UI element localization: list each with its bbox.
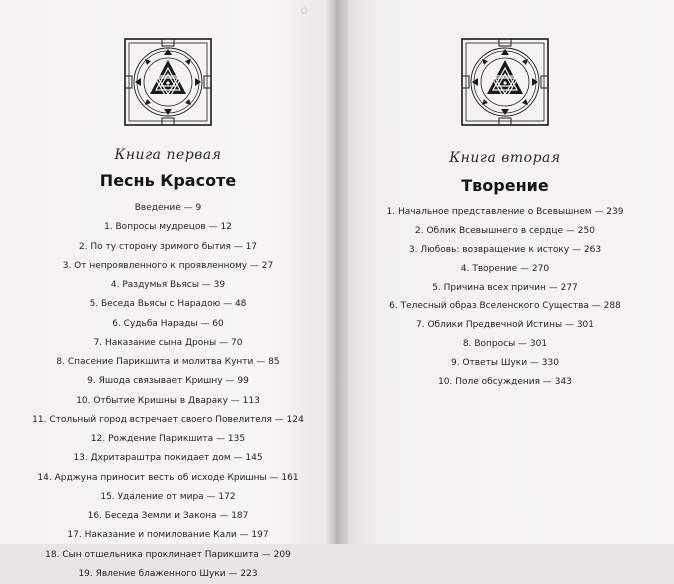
toc-entry: 2. Облик Всевышнего в сердце — 250 — [415, 225, 595, 236]
book-title: Творение — [461, 176, 549, 195]
toc-entry: 6. Судьба Нарады — 60 — [112, 318, 224, 329]
toc-entry: 14. Арджуна приносит весть об исходе Кришны — 161 — [37, 472, 299, 483]
toc-entry: 10. Поле обсуждения — 343 — [438, 377, 572, 388]
toc-entry: 11. Стольный город встречает своего Повелителя — 124 — [32, 414, 304, 425]
table-of-contents — [0, 199, 336, 584]
toc-entry: 15. Удаление от мира — 172 — [100, 491, 236, 502]
toc-entry: 4. Творение — 270 — [460, 263, 550, 274]
toc-entry: 2. По ту сторону зримого бытия — 17 — [78, 241, 258, 252]
book-title: Песнь Красоте — [99, 171, 237, 190]
toc-entry: 12. Рождение Парикшита — 135 — [90, 434, 246, 444]
toc-entry: 3. От непроявленного к проявленному — 27 — [62, 260, 274, 271]
sri-yantra-icon — [461, 38, 549, 126]
toc-entry: 19. Явление блаженного Шуки — 223 — [78, 568, 258, 579]
toc-entry: 7. Наказание сына Дроны — 70 — [93, 337, 243, 348]
book-gutter — [326, 0, 348, 544]
toc-entry: 5. Причина всех причин — 277 — [432, 282, 578, 293]
toc-entry: 13. Дхритараштра покидает дом — 145 — [73, 453, 263, 464]
sri-yantra-icon — [124, 38, 212, 126]
toc-entry: 8. Спасение Парикшита и молитва Кунти — 85 — [56, 357, 280, 367]
table-of-contents — [336, 203, 674, 392]
toc-entry: 17. Наказание и помилование Кали — 197 — [67, 530, 269, 541]
book-label: Книга вторая — [449, 150, 561, 166]
toc-entry: 16. Беседа Земли и Закона — 187 — [87, 511, 249, 521]
toc-entry: 8. Вопросы — 301 — [462, 339, 548, 350]
toc-entry: 7. Облики Предвечной Истины — 301 — [416, 320, 594, 331]
toc-entry: 3. Любовь: возвращение к истоку — 263 — [408, 244, 602, 255]
toc-entry: 10. Отбытие Кришны в Двараку — 113 — [76, 395, 260, 406]
toc-entry: 9. Яшода связывает Кришну — 99 — [87, 376, 249, 387]
book-label: Книга первая — [114, 147, 222, 163]
toc-entry: 4. Раздумья Вьясы — 39 — [110, 280, 226, 290]
toc-entry: 6. Телесный образ Вселенского Существа — 288 — [389, 301, 621, 312]
left-page: ✿ Книга первая Песнь Красоте Введение — 9 1. Вопросы мудрецов — 12 2. По ту сторону зримого бытия — 17 3. От непроявленного к проявленному — 27 4. Раздумья Вьясы — 39 5. Беседа Вьясы с Нарадою — 48 6. Судьба Нарады — 60 7. Наказание сына Дроны — 70 8. Спасение Парикшита и молитва Кунти — 85 9. Яшода связывает Кришну — 99 10. Отбытие Кришны в Двараку — 113 11. Стольный город встречает своего Повелителя — 124 12. Рождение Парикшита — 135 13. Дхритараштра покидает дом — 145 14. Арджуна приносит весть об исходе Кришны — 161 15. Удаление от мира — 172 16. Беседа Земли и Закона — 187 17. Наказание и помилование Кали — 197 18. Сын отшельника проклинает Парикшита — 209 19. Явление блаженного Шуки — 223 — [0, 0, 336, 544]
toc-entry: 1. Вопросы мудрецов — 12 — [104, 222, 232, 233]
toc-entry: 5. Беседа Вьясы с Нарадою — 48 — [89, 299, 247, 310]
toc-entry: Введение — 9 — [134, 203, 202, 213]
toc-entry: 18. Сын отшельника проклинает Парикшита — 209 — [45, 549, 291, 560]
toc-entry: 9. Ответы Шуки — 330 — [451, 358, 559, 369]
toc-entry: 1. Начальное представление о Всевышнем — 239 — [386, 207, 624, 217]
right-page — [336, 0, 674, 544]
